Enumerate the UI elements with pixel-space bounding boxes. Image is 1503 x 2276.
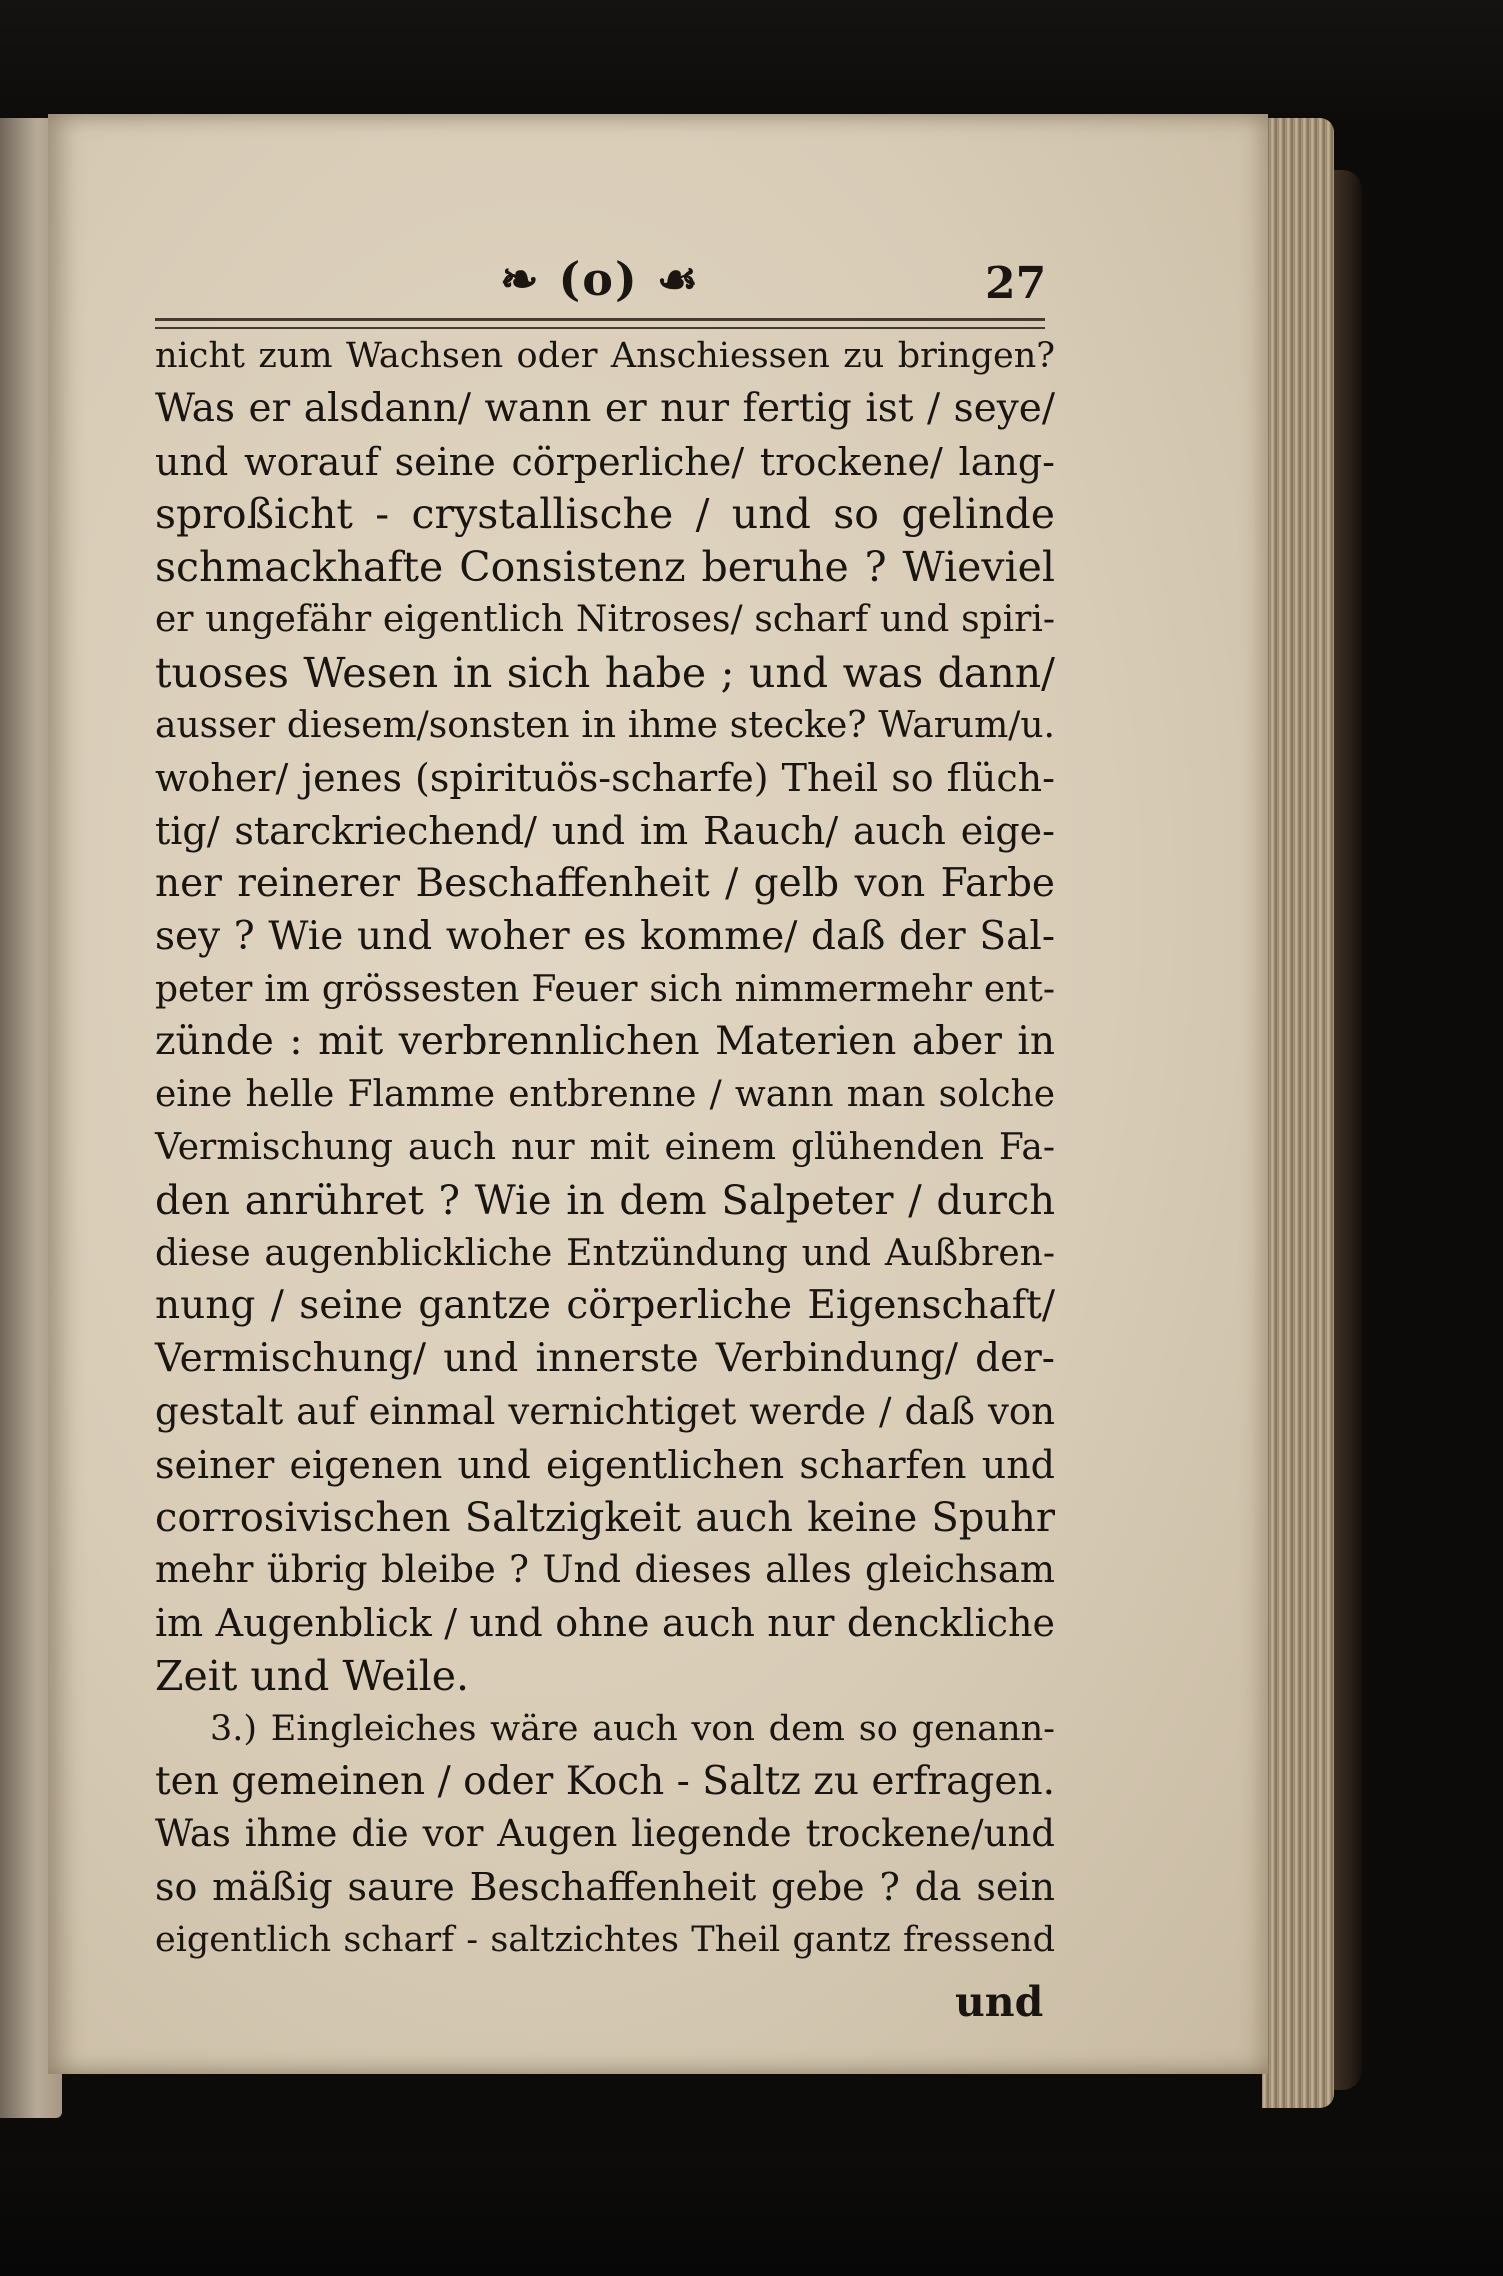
text-line: eigentlich scharf - saltzichtes Theil gantz fressend	[155, 1919, 1055, 1960]
text-line: im Augenblick / und ohne auch nur denckliche	[155, 1601, 1055, 1646]
text-line: gestalt auf einmal vernichtiget werde / daß von	[155, 1389, 1055, 1433]
text-line: so mäßig saure Beschaffenheit gebe ? da sein	[155, 1865, 1055, 1910]
text-line: den anrühret ? Wie in dem Salpeter / durch	[155, 1177, 1055, 1224]
text-line: corrosivischen Saltzigkeit auch keine Spuhr	[155, 1494, 1055, 1541]
text-line: schmackhafte Consistenz beruhe ? Wieviel	[155, 543, 1055, 592]
text-line: Vermischung/ und innerste Verbindung/ der-	[155, 1336, 1055, 1382]
text-line: tig/ starckriechend/ und im Rauch/ auch eige-	[155, 809, 1055, 854]
text-line: Vermischung auch nur mit einem glühenden Fa-	[155, 1126, 1055, 1168]
text-line: ten gemeinen / oder Koch - Saltz zu erfragen.	[155, 1758, 1055, 1804]
page-number: 27	[985, 258, 1047, 309]
text-line: diese augenblickliche Entzündung und Außbren-	[155, 1232, 1055, 1274]
text-line: woher/ jenes (spirituös-scharfe) Theil so flüch-	[155, 756, 1055, 801]
body-text	[155, 330, 1055, 1967]
text-line: nung / seine gantze cörperliche Eigenschaft/	[155, 1283, 1055, 1329]
text-line: Was ihme die vor Augen liegende trockene/und	[155, 1812, 1055, 1856]
text-line: sey ? Wie und woher es komme/ daß der Sal-	[155, 913, 1055, 959]
text-line: ner reinerer Beschaffenheit / gelb von Farbe	[155, 860, 1055, 906]
text-line: ausser diesem/sonsten in ihme stecke? Warum/u.	[155, 704, 1055, 746]
text-line: mehr übrig bleibe ? Und dieses alles gleichsam	[155, 1548, 1055, 1592]
text-line: Was er alsdann/ wann er nur fertig ist / seye/	[155, 385, 1055, 431]
text-line: 3.) Eingleiches wäre auch von dem so genann-	[210, 1708, 1055, 1749]
text-line: er ungefähr eigentlich Nitroses/ scharf und spiri-	[155, 598, 1055, 640]
text-line: Zeit und Weile.	[155, 1651, 470, 1700]
text-line: tuoses Wesen in sich habe ; und was dann/	[155, 648, 1055, 697]
dark-backdrop-top	[0, 0, 1503, 120]
text-line: zünde : mit verbrennlichen Materien aber in	[155, 1019, 1055, 1065]
text-line: seiner eigenen und eigentlichen scharfen und	[155, 1442, 1055, 1487]
text-line: peter im grössesten Feuer sich nimmermehr ent-	[155, 968, 1055, 1010]
page-fore-edge	[1262, 118, 1334, 2108]
running-head: ❧ (o) ☙	[499, 252, 701, 306]
text-line: und worauf seine cörperliche/ trockene/ lang-	[155, 439, 1055, 484]
catchword: und	[955, 1978, 1044, 2026]
header-rule	[155, 318, 1045, 329]
text-line: nicht zum Wachsen oder Anschiessen zu bringen?	[155, 336, 1055, 376]
dark-backdrop-bottom	[0, 2150, 1503, 2276]
text-line: eine helle Flamme entbrenne / wann man solche	[155, 1074, 1055, 1116]
text-line: sproßicht - crystallische / und so gelinde	[155, 490, 1055, 539]
